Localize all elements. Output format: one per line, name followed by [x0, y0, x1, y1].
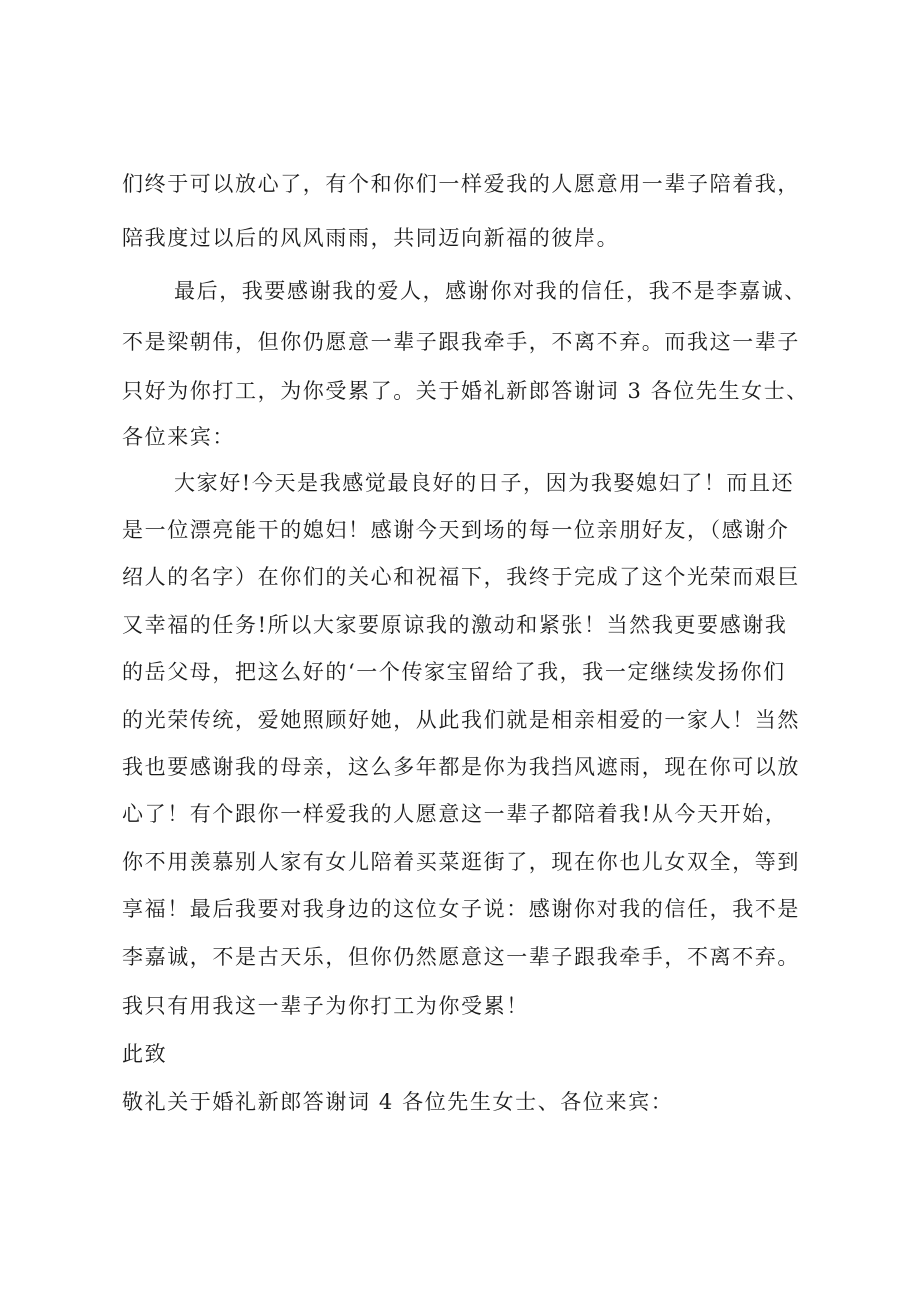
text-line: 各位来宾： [122, 425, 235, 449]
paragraph-start-line: 大家好!今天是我感觉最良好的日子，因为我娶媳妇了！而且还 [174, 471, 795, 495]
text-line: 敬礼关于婚礼新郎答谢词 4 各位先生女士、各位来宾： [122, 1090, 674, 1114]
paragraph-start-line: 最后，我要感谢我的爱人，感谢你对我的信任，我不是李嘉诚、 [174, 279, 807, 303]
text-line: 心了！有个跟你一样爱我的人愿意这一辈子都陪着我!从今天开始， [122, 802, 788, 826]
text-line: 我也要感谢我的母亲，这么多年都是你为我挡风遮雨，现在你可以放 [122, 755, 800, 779]
text-line: 你不用羡慕别人家有女儿陪着买菜逛街了，现在你也儿女双全，等到 [122, 850, 800, 874]
text-line: 的岳父母，把这么好的‘一个传家宝留给了我，我一定继续发扬你们 [122, 660, 786, 684]
text-line: 享福！最后我要对我身边的这位女子说：感谢你对我的信任，我不是 [122, 897, 800, 921]
text-line: 又幸福的任务!所以大家要原谅我的激动和紧张！当然我更要感谢我 [122, 613, 788, 637]
text-line: 是一位漂亮能干的媳妇！感谢今天到场的每一位亲朋好友，（感谢介 [122, 518, 790, 542]
text-line: 不是梁朝伟，但你仍愿意一辈子跟我牵手，不离不弃。而我这一辈子 [122, 330, 800, 354]
text-line: 只好为你打工，为你受累了。关于婚礼新郎答谢词 3 各位先生女士、 [122, 379, 809, 403]
closing-salutation: 此致 [122, 1042, 168, 1066]
text-line: 李嘉诚，不是古天乐，但你仍然愿意这一辈子跟我牵手，不离不弃。 [122, 945, 800, 969]
text-line: 绍人的名字）在你们的关心和祝福下，我终于完成了这个光荣而艰巨 [122, 565, 800, 589]
text-line: 陪我度过以后的风风雨雨，共同迈向新福的彼岸。 [122, 226, 620, 250]
text-line: 的光荣传统，爱她照顾好她，从此我们就是相亲相爱的一家人！当然 [122, 708, 800, 732]
text-line: 们终于可以放心了，有个和你们一样爱我的人愿意用一辈子陪着我， [122, 172, 800, 196]
text-line: 我只有用我这一辈子为你打工为你受累！ [122, 994, 529, 1018]
